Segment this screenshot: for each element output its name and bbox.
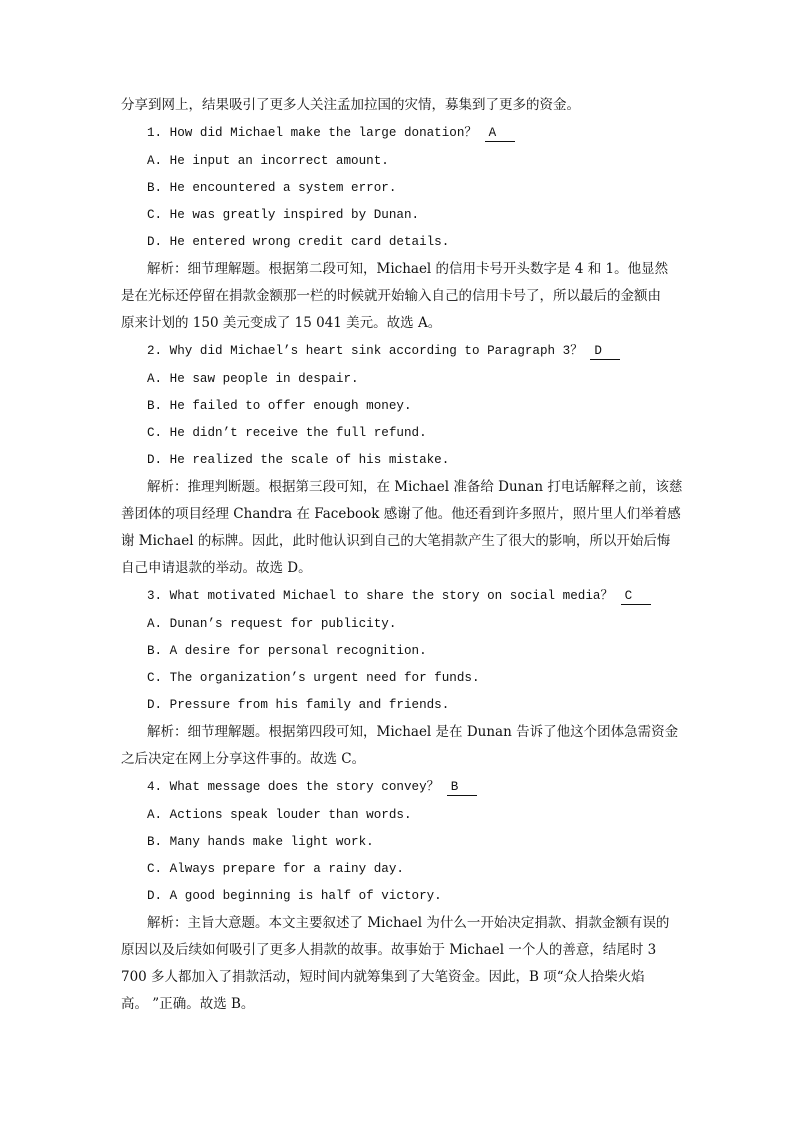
q2-analysis-line: 谢 Michael 的标牌。因此，此时他认识到自己的大笔捐款产生了很大的影响，所以开始后悔: [121, 533, 671, 549]
question-4-stem: 4. What message does the story convey？ B: [147, 778, 477, 796]
q1-analysis-line: 原来计划的 150 美元变成了 15 041 美元。故选 A。: [121, 315, 442, 331]
answer-blank-4: B: [447, 780, 477, 796]
q2-option-d: D. He realized the scale of his mistake.: [147, 453, 450, 467]
q1-analysis-line: 是在光标还停留在捐款金额那一栏的时候就开始输入自己的信用卡号了，所以最后的金额由: [121, 288, 661, 304]
q2-analysis-line: 自己申请退款的举动。故选 D。: [121, 560, 312, 576]
q2-option-c: C. He didn’t receive the full refund.: [147, 426, 427, 440]
q4-option-c: C. Always prepare for a rainy day.: [147, 862, 404, 876]
q3-option-c: C. The organization’s urgent need for funds.: [147, 671, 480, 685]
q4-analysis-line: 高。 ”正确。故选 B。: [121, 996, 255, 1012]
q3-option-d: D. Pressure from his family and friends.: [147, 698, 450, 712]
q1-option-b: B. He encountered a system error.: [147, 181, 397, 195]
q1-option-d: D. He entered wrong credit card details.: [147, 235, 450, 249]
q1-option-a: A. He input an incorrect amount.: [147, 154, 389, 168]
q4-analysis-line: 原因以及后续如何吸引了更多人捐款的故事。故事始于 Michael 一个人的善意，结尾时 3: [121, 942, 657, 958]
q4-analysis-line: 700 多人都加入了捐款活动，短时间内就筹集到了大笔资金。因此，B 项“众人拾柴火焰: [121, 969, 645, 985]
answer-blank-2: D: [590, 344, 620, 360]
q3-analysis-line: 之后决定在网上分享这件事的。故选 C。: [121, 751, 366, 767]
q2-option-a: A. He saw people in despair.: [147, 372, 359, 386]
question-2-stem: 2. Why did Michael’s heart sink according to Paragraph 3？ D: [147, 342, 620, 360]
question-1-stem: 1. How did Michael make the large donation？ A: [147, 124, 515, 142]
intro-line: 分享到网上，结果吸引了更多人关注孟加拉国的灾情，募集到了更多的资金。: [121, 97, 580, 113]
answer-blank-3: C: [621, 589, 651, 605]
q3-option-a: A. Dunan’s request for publicity.: [147, 617, 397, 631]
q4-option-d: D. A good beginning is half of victory.: [147, 889, 442, 903]
q1-option-c: C. He was greatly inspired by Dunan.: [147, 208, 420, 222]
answer-blank-1: A: [485, 126, 515, 142]
q3-option-b: B. A desire for personal recognition.: [147, 644, 427, 658]
q4-option-b: B. Many hands make light work.: [147, 835, 374, 849]
q1-analysis-line: 解析：细节理解题。根据第二段可知，Michael 的信用卡号开头数字是 4 和 1。他显然: [147, 261, 669, 277]
question-3-stem: 3. What motivated Michael to share the story on social media？ C: [147, 587, 651, 605]
q4-option-a: A. Actions speak louder than words.: [147, 808, 412, 822]
q4-analysis-line: 解析：主旨大意题。本文主要叙述了 Michael 为什么一开始决定捐款、捐款金额有误的: [147, 915, 670, 931]
q2-analysis-line: 善团体的项目经理 Chandra 在 Facebook 感谢了他。他还看到许多照片，照片里人们举着感: [121, 506, 681, 522]
q2-analysis-line: 解析：推理判断题。根据第三段可知，在 Michael 准备给 Dunan 打电话解释之前，该慈: [147, 479, 683, 495]
q2-option-b: B. He failed to offer enough money.: [147, 399, 412, 413]
q3-analysis-line: 解析：细节理解题。根据第四段可知，Michael 是在 Dunan 告诉了他这个团体急需资金: [147, 724, 679, 740]
